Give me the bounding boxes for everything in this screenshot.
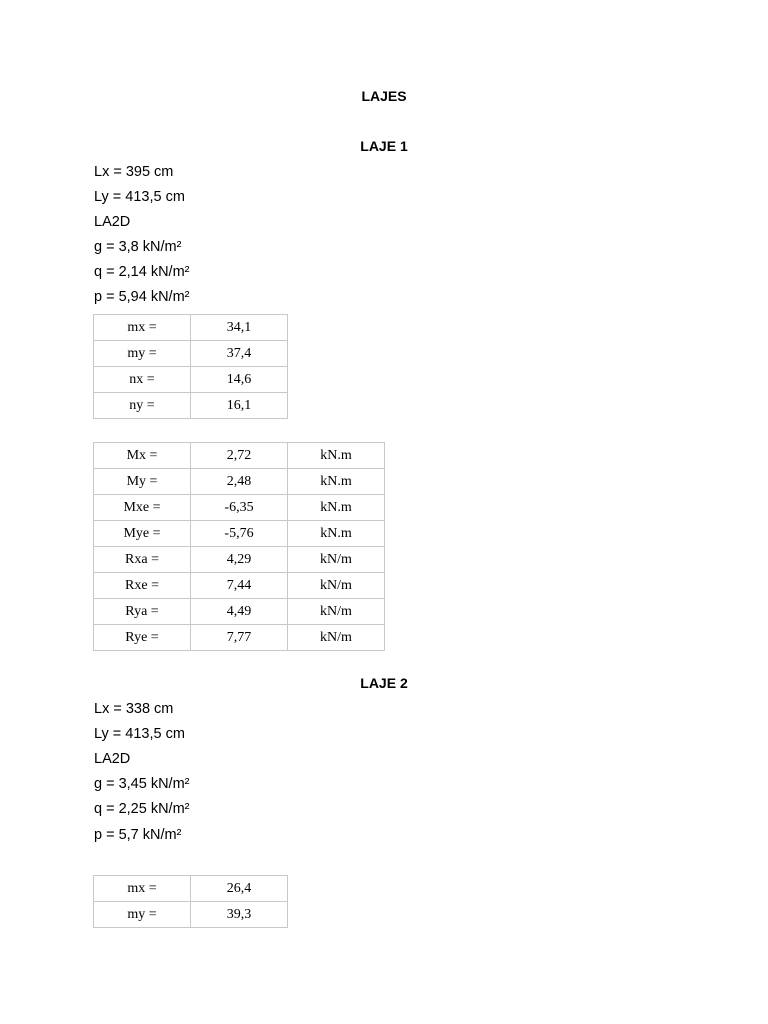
table-cell: 7,44 xyxy=(191,573,288,599)
table-cell: ny = xyxy=(94,393,191,419)
slab-1-coefficient-table xyxy=(93,314,288,419)
table-cell: Mx = xyxy=(94,443,191,469)
table-cell: -6,35 xyxy=(191,495,288,521)
table-row xyxy=(94,367,288,393)
slab-2-param-type: LA2D xyxy=(94,751,131,767)
table-cell: mx = xyxy=(94,315,191,341)
table-row xyxy=(94,625,385,651)
slab-2-heading-text: LAJE 2 xyxy=(360,675,408,691)
table-row xyxy=(94,876,288,902)
table-cell: kN/m xyxy=(288,599,385,625)
table-cell: kN.m xyxy=(288,443,385,469)
slab-1-param-q: q = 2,14 kN/m² xyxy=(94,264,190,280)
slab-1-param-type: LA2D xyxy=(94,214,131,230)
slab-1-heading-text: LAJE 1 xyxy=(360,138,408,154)
table-cell: nx = xyxy=(94,367,191,393)
table-row xyxy=(94,573,385,599)
table-row xyxy=(94,341,288,367)
table-cell: Mye = xyxy=(94,521,191,547)
slab-1-heading xyxy=(0,138,768,154)
table-cell: Rye = xyxy=(94,625,191,651)
table-cell: My = xyxy=(94,469,191,495)
slab-2-param-p: p = 5,7 kN/m² xyxy=(94,827,182,843)
table-cell: Rxe = xyxy=(94,573,191,599)
slab-2-param-g: g = 3,45 kN/m² xyxy=(94,776,190,792)
slab-1-param-ly: Ly = 413,5 cm xyxy=(94,189,185,205)
table-cell: 16,1 xyxy=(191,393,288,419)
slab-2-coefficient-table xyxy=(93,875,288,928)
slab-2-param-ly: Ly = 413,5 cm xyxy=(94,726,185,742)
slab-1-param-g: g = 3,8 kN/m² xyxy=(94,239,182,255)
table-row xyxy=(94,902,288,928)
table-cell: Rya = xyxy=(94,599,191,625)
table-row xyxy=(94,599,385,625)
table-row xyxy=(94,495,385,521)
table-cell: 4,49 xyxy=(191,599,288,625)
table-cell: Mxe = xyxy=(94,495,191,521)
page-title xyxy=(0,88,768,104)
table-cell: 2,72 xyxy=(191,443,288,469)
table-cell: 26,4 xyxy=(191,876,288,902)
table-cell: kN/m xyxy=(288,547,385,573)
slab-1-param-lx: Lx = 395 cm xyxy=(94,164,174,180)
slab-2-param-lx: Lx = 338 cm xyxy=(94,701,174,717)
table-row xyxy=(94,469,385,495)
table-cell: my = xyxy=(94,902,191,928)
table-cell: kN/m xyxy=(288,573,385,599)
table-row xyxy=(94,393,288,419)
table-cell: 7,77 xyxy=(191,625,288,651)
table-cell: 4,29 xyxy=(191,547,288,573)
table-cell: 14,6 xyxy=(191,367,288,393)
table-cell: mx = xyxy=(94,876,191,902)
slab-1-param-p: p = 5,94 kN/m² xyxy=(94,289,190,305)
table-cell: Rxa = xyxy=(94,547,191,573)
table-row xyxy=(94,443,385,469)
table-cell: -5,76 xyxy=(191,521,288,547)
table-row xyxy=(94,521,385,547)
table-cell: 39,3 xyxy=(191,902,288,928)
table-cell: 34,1 xyxy=(191,315,288,341)
table-row xyxy=(94,315,288,341)
table-row xyxy=(94,547,385,573)
table-cell: kN.m xyxy=(288,495,385,521)
slab-2-param-q: q = 2,25 kN/m² xyxy=(94,801,190,817)
table-cell: 2,48 xyxy=(191,469,288,495)
table-cell: my = xyxy=(94,341,191,367)
table-cell: kN.m xyxy=(288,469,385,495)
slab-2-heading xyxy=(0,675,768,691)
page-title-text: LAJES xyxy=(361,88,407,104)
slab-1-results-table xyxy=(93,442,385,651)
table-cell: 37,4 xyxy=(191,341,288,367)
table-cell: kN/m xyxy=(288,625,385,651)
table-cell: kN.m xyxy=(288,521,385,547)
